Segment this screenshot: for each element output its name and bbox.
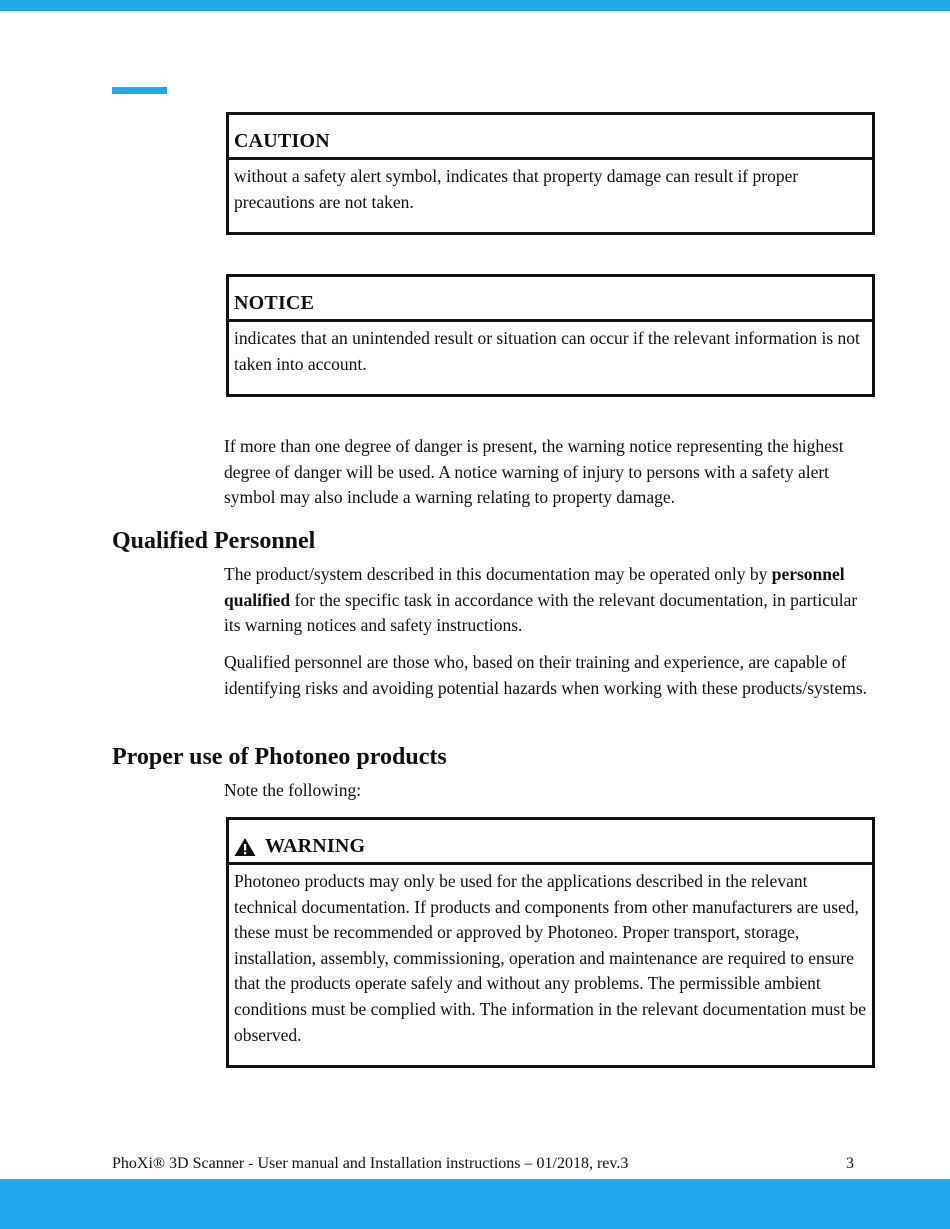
- header-accent-bar: [0, 0, 950, 11]
- proper-use-intro: Note the following:: [224, 780, 362, 800]
- warning-header: [229, 820, 872, 865]
- qualified-p1-text-start: The product/system described in this documentation may be operated only by: [224, 564, 772, 584]
- caution-text: without a safety alert symbol, indicates that property damage can result if proper precautions are not taken.: [234, 166, 799, 212]
- warning-text: Photoneo products may only be used for the applications described in the relevant technical documentation. If products and components from other manufacturers are used, these must be recommended or approved by Photoneo. Proper transport, storage, installation, assembly, commissioning, operation and maintenance are required to ensure that the products operate safely and without any problems. The permissible ambient conditions must be complied with. The information in the relevant documentation must be observed.: [234, 871, 866, 1045]
- notice-notice-box: [226, 274, 875, 397]
- caution-title: CAUTION: [229, 115, 872, 160]
- qualified-personnel-heading: Qualified Personnel: [112, 528, 316, 554]
- section-accent-mark: [112, 87, 167, 94]
- page-number: 3: [846, 1155, 854, 1172]
- qualified-personnel-paragraph-2: Qualified personnel are those who, based on their training and experience, are capable of identifying risks and avoiding potential hazards when working with these products/systems.: [224, 652, 868, 698]
- qualified-p1-text-end: for the specific task in accordance with the relevant documentation, in particular its warning notices and safety instructions.: [224, 589, 858, 636]
- notice-text: indicates that an unintended result or situation can occur if the relevant information is not taken into account.: [234, 328, 860, 374]
- warning-triangle-icon: [234, 837, 256, 857]
- footer-accent-bar: [0, 1179, 950, 1229]
- footer-document-title: PhoXi® 3D Scanner - User manual and Installation instructions – 01/2018, rev.3: [112, 1155, 629, 1172]
- qualified-personnel-paragraph-1: [224, 562, 874, 639]
- danger-degree-paragraph: If more than one degree of danger is present, the warning notice representing the highest degree of danger will be used. A notice warning of injury to persons with a safety alert symbol may also include a warning relating to property damage.: [224, 436, 844, 508]
- warning-title: WARNING: [265, 835, 366, 857]
- warning-notice-box: [226, 817, 875, 1068]
- notice-title: NOTICE: [229, 277, 872, 322]
- qualified-p1-bold-text: personnel qualified: [224, 564, 845, 610]
- caution-notice-box: [226, 112, 875, 235]
- proper-use-heading: Proper use of Photoneo products: [112, 744, 447, 770]
